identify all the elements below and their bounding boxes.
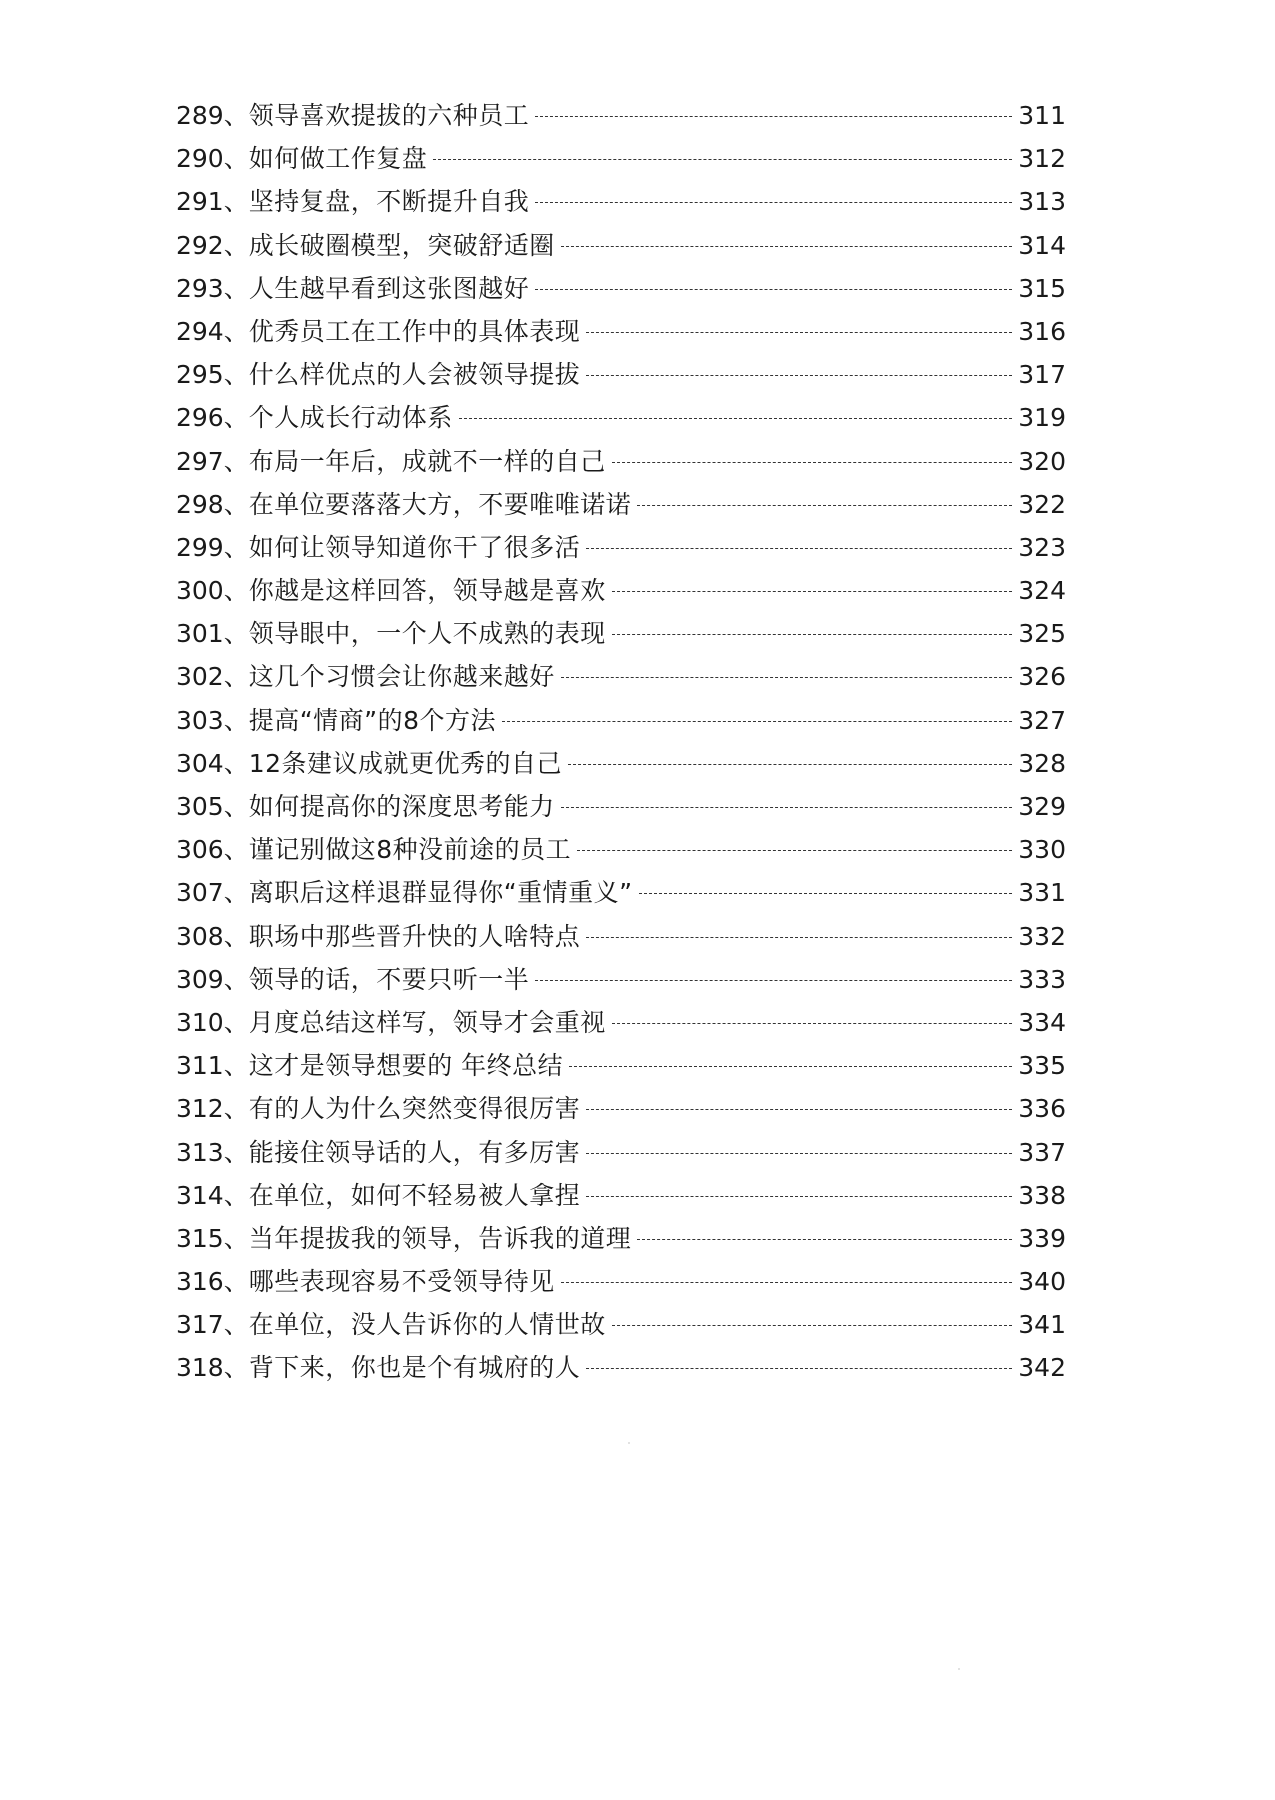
entry-separator: 、	[223, 662, 249, 692]
entry-page-number: 320	[1018, 446, 1066, 476]
entry-separator: 、	[223, 964, 249, 994]
dotted-leader	[561, 677, 1013, 678]
toc-entry	[176, 137, 1066, 180]
dotted-leader	[433, 159, 1012, 160]
entry-number: 293	[176, 273, 224, 303]
entry-separator: 、	[223, 1137, 249, 1167]
entry-number: 307	[176, 878, 224, 908]
entry-separator: 、	[223, 792, 249, 821]
entry-page-number: 337	[1018, 1137, 1066, 1167]
toc-entry	[176, 267, 1066, 310]
dotted-leader	[535, 289, 1012, 290]
dotted-leader	[586, 548, 1012, 549]
toc-entry	[176, 396, 1066, 439]
entry-title: 在单位，如何不轻易被人拿捏	[248, 1180, 581, 1210]
toc-entry	[176, 1217, 1066, 1260]
entry-page-number: 328	[1018, 748, 1066, 778]
entry-number: 318	[176, 1353, 224, 1383]
entry-number: 313	[176, 1137, 224, 1167]
entry-separator: 、	[223, 921, 249, 951]
entry-page-number: 341	[1018, 1310, 1066, 1340]
entry-title: 如何做工作复盘	[248, 144, 428, 174]
dotted-leader	[561, 246, 1013, 247]
toc-entry	[176, 655, 1066, 698]
entry-number: 292	[176, 230, 224, 260]
toc-entry	[176, 1346, 1066, 1389]
entry-number: 306	[176, 835, 224, 865]
entry-separator: 、	[223, 1051, 249, 1081]
dotted-leader	[569, 1066, 1012, 1067]
entry-title: 12条建议成就更优秀的自己	[248, 748, 563, 778]
entry-number: 308	[176, 921, 224, 951]
entry-title: 人生越早看到这张图越好	[248, 273, 530, 303]
entry-separator: 、	[223, 576, 249, 606]
entry-separator: 、	[223, 446, 249, 476]
toc-entry	[176, 742, 1066, 785]
entry-title: 在单位，没人告诉你的人情世故	[248, 1310, 606, 1340]
entry-title: 什么样优点的人会被领导提拔	[248, 360, 581, 390]
entry-page-number: 317	[1018, 360, 1066, 390]
entry-separator: 、	[223, 316, 249, 346]
dotted-leader	[586, 1368, 1012, 1369]
toc-entry	[176, 483, 1066, 526]
entry-number: 296	[176, 403, 224, 433]
dotted-leader	[586, 1153, 1012, 1154]
entry-separator: 、	[223, 705, 249, 735]
entry-separator: 、	[223, 1353, 249, 1383]
toc-entry	[176, 94, 1066, 137]
entry-separator: 、	[223, 1180, 249, 1210]
entry-number: 310	[176, 1007, 224, 1037]
entry-page-number: 312	[1018, 144, 1066, 174]
entry-number: 314	[176, 1180, 224, 1210]
entry-separator: 、	[223, 1007, 249, 1037]
entry-separator: 、	[223, 360, 249, 390]
entry-page-number: 342	[1018, 1353, 1066, 1383]
toc-entry	[176, 785, 1066, 828]
entry-page-number: 335	[1018, 1051, 1066, 1081]
entry-title: 领导眼中，一个人不成熟的表现	[248, 619, 606, 649]
entry-page-number: 322	[1018, 489, 1066, 519]
entry-title: 领导喜欢提拔的六种员工	[248, 101, 530, 130]
toc-entry	[176, 1174, 1066, 1217]
entry-title: 能接住领导话的人，有多厉害	[248, 1137, 581, 1167]
entry-number: 302	[176, 662, 224, 692]
toc-entry	[176, 612, 1066, 655]
entry-number: 305	[176, 792, 224, 821]
dotted-leader	[568, 764, 1012, 765]
entry-number: 311	[176, 1051, 224, 1081]
dotted-leader	[459, 418, 1013, 419]
entry-page-number: 334	[1018, 1007, 1066, 1037]
entry-page-number: 332	[1018, 921, 1066, 951]
entry-title: 职场中那些晋升快的人啥特点	[248, 921, 581, 951]
entry-title: 成长破圈模型，突破舒适圈	[248, 230, 555, 260]
entry-separator: 、	[223, 403, 249, 433]
dotted-leader	[586, 375, 1012, 376]
entry-separator: 、	[223, 878, 249, 908]
entry-page-number: 323	[1018, 532, 1066, 562]
toc-entry	[176, 871, 1066, 914]
entry-title: 优秀员工在工作中的具体表现	[248, 316, 581, 346]
entry-page-number: 315	[1018, 273, 1066, 303]
entry-title: 哪些表现容易不受领导待见	[248, 1267, 555, 1297]
dotted-leader	[586, 937, 1012, 938]
toc-entry	[176, 1260, 1066, 1303]
entry-page-number: 338	[1018, 1180, 1066, 1210]
entry-separator: 、	[223, 1223, 249, 1253]
dotted-leader	[561, 807, 1013, 808]
dotted-leader	[577, 850, 1012, 851]
entry-separator: 、	[223, 230, 249, 260]
dotted-leader	[535, 116, 1012, 117]
scan-speck	[958, 1668, 960, 1670]
toc-entry	[176, 526, 1066, 569]
entry-number: 294	[176, 316, 224, 346]
entry-number: 291	[176, 187, 224, 217]
entry-title: 如何让领导知道你干了很多活	[248, 532, 581, 562]
toc-entry	[176, 353, 1066, 396]
dotted-leader	[612, 462, 1013, 463]
entry-page-number: 313	[1018, 187, 1066, 217]
entry-separator: 、	[223, 144, 249, 174]
entry-separator: 、	[223, 101, 249, 130]
entry-page-number: 326	[1018, 662, 1066, 692]
dotted-leader	[612, 1023, 1013, 1024]
dotted-leader	[535, 202, 1012, 203]
entry-number: 312	[176, 1094, 224, 1124]
entry-title: 在单位要落落大方，不要唯唯诺诺	[248, 489, 632, 519]
toc-entry	[176, 1001, 1066, 1044]
toc-entry	[176, 699, 1066, 742]
dotted-leader	[612, 634, 1013, 635]
entry-title: 谨记别做这8种没前途的员工	[248, 835, 572, 865]
entry-page-number: 319	[1018, 403, 1066, 433]
dotted-leader	[586, 1196, 1012, 1197]
entry-separator: 、	[223, 835, 249, 865]
toc-entry	[176, 1303, 1066, 1346]
entry-title: 离职后这样退群显得你“重情重义”	[248, 878, 633, 908]
entry-number: 301	[176, 619, 224, 649]
toc-entry	[176, 569, 1066, 612]
entry-number: 316	[176, 1267, 224, 1297]
entry-title: 月度总结这样写，领导才会重视	[248, 1007, 606, 1037]
entry-page-number: 330	[1018, 835, 1066, 865]
dotted-leader	[535, 980, 1012, 981]
dotted-leader	[637, 505, 1012, 506]
entry-title: 坚持复盘，不断提升自我	[248, 187, 530, 217]
entry-page-number: 324	[1018, 576, 1066, 606]
entry-number: 309	[176, 964, 224, 994]
entry-page-number: 325	[1018, 619, 1066, 649]
entry-separator: 、	[223, 1310, 249, 1340]
dotted-leader	[639, 893, 1013, 894]
entry-page-number: 339	[1018, 1223, 1066, 1253]
toc-entry	[176, 828, 1066, 871]
dotted-leader	[612, 591, 1013, 592]
dotted-leader	[561, 1282, 1013, 1283]
entry-page-number: 327	[1018, 705, 1066, 735]
entry-separator: 、	[223, 532, 249, 562]
dotted-leader	[586, 332, 1012, 333]
entry-title: 如何提高你的深度思考能力	[248, 792, 555, 821]
toc-entry	[176, 1131, 1066, 1174]
table-of-contents	[176, 94, 1066, 1390]
toc-entry	[176, 915, 1066, 958]
entry-number: 315	[176, 1223, 224, 1253]
entry-page-number: 329	[1018, 792, 1066, 821]
entry-separator: 、	[223, 1267, 249, 1297]
dotted-leader	[502, 721, 1012, 722]
entry-number: 300	[176, 576, 224, 606]
entry-separator: 、	[223, 1094, 249, 1124]
entry-separator: 、	[223, 187, 249, 217]
entry-title: 领导的话，不要只听一半	[248, 964, 530, 994]
entry-title: 背下来，你也是个有城府的人	[248, 1353, 581, 1383]
toc-entry	[176, 440, 1066, 483]
entry-page-number: 316	[1018, 316, 1066, 346]
entry-separator: 、	[223, 748, 249, 778]
entry-number: 304	[176, 748, 224, 778]
toc-entry	[176, 1087, 1066, 1130]
toc-entry	[176, 180, 1066, 223]
entry-number: 299	[176, 532, 224, 562]
entry-number: 297	[176, 446, 224, 476]
toc-entry	[176, 958, 1066, 1001]
entry-page-number: 311	[1018, 101, 1066, 130]
entry-page-number: 333	[1018, 964, 1066, 994]
entry-title: 个人成长行动体系	[248, 403, 453, 433]
entry-number: 317	[176, 1310, 224, 1340]
entry-page-number: 336	[1018, 1094, 1066, 1124]
entry-page-number: 331	[1018, 878, 1066, 908]
entry-title: 有的人为什么突然变得很厉害	[248, 1094, 581, 1124]
entry-separator: 、	[223, 619, 249, 649]
entry-number: 298	[176, 489, 224, 519]
entry-page-number: 314	[1018, 230, 1066, 260]
entry-title: 这几个习惯会让你越来越好	[248, 662, 555, 692]
toc-entry	[176, 224, 1066, 267]
dotted-leader	[637, 1239, 1012, 1240]
toc-entry	[176, 1044, 1066, 1087]
entry-number: 303	[176, 705, 224, 735]
entry-number: 289	[176, 101, 224, 130]
dotted-leader	[586, 1109, 1012, 1110]
entry-title: 这才是领导想要的 年终总结	[248, 1051, 564, 1081]
entry-title: 布局一年后，成就不一样的自己	[248, 446, 606, 476]
entry-title: 你越是这样回答，领导越是喜欢	[248, 576, 606, 606]
toc-entry	[176, 310, 1066, 353]
entry-separator: 、	[223, 273, 249, 303]
entry-number: 290	[176, 144, 224, 174]
entry-separator: 、	[223, 489, 249, 519]
entry-number: 295	[176, 360, 224, 390]
entry-page-number: 340	[1018, 1267, 1066, 1297]
scan-speck	[628, 1442, 630, 1444]
dotted-leader	[612, 1325, 1013, 1326]
entry-title: 提高“情商”的8个方法	[248, 705, 497, 735]
entry-title: 当年提拔我的领导，告诉我的道理	[248, 1223, 632, 1253]
